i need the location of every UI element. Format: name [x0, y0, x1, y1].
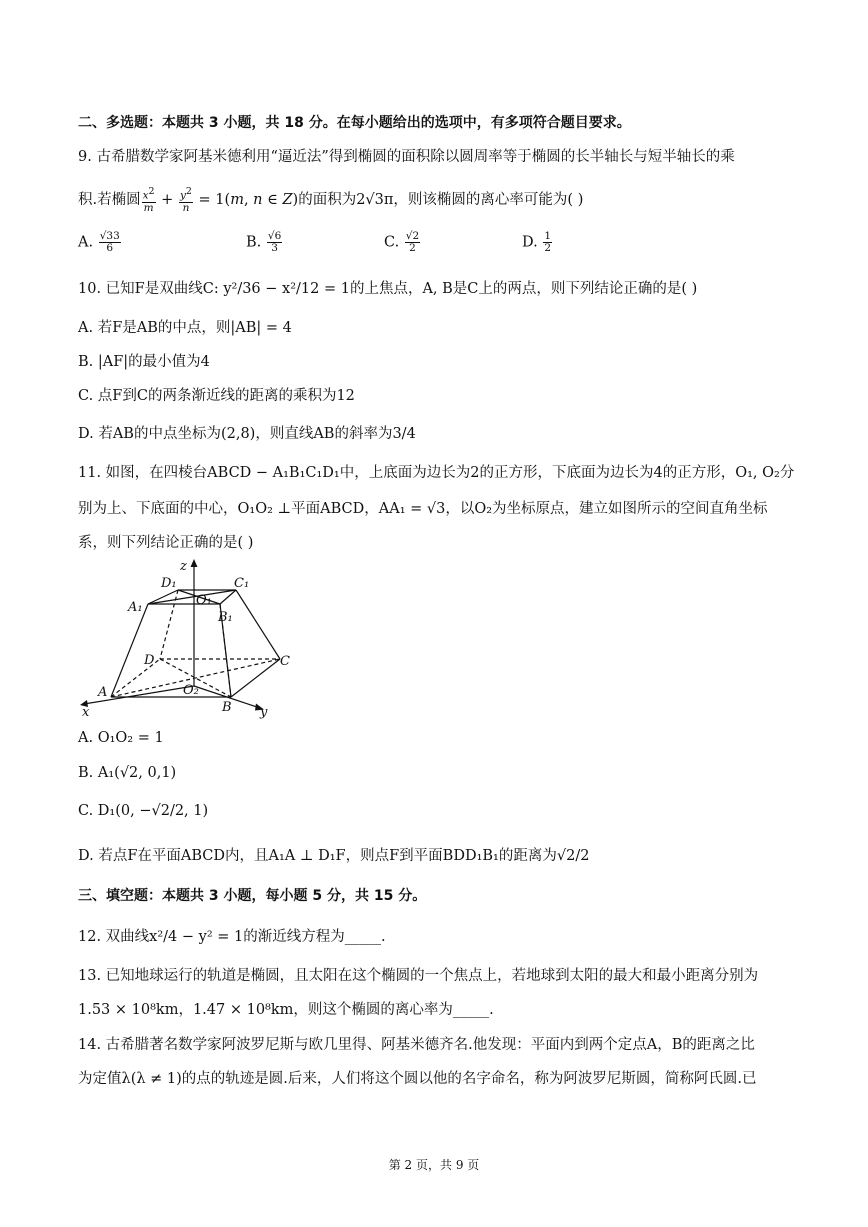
label-a: A: [98, 685, 108, 700]
q9-option-c: C. $\frac{√2}{2}$: [384, 230, 420, 254]
q9-option-b: B. $\frac{√6}{3}$: [246, 230, 282, 254]
section-heading-fill-blank: 三、填空题：本题共 3 小题，每小题 5 分，共 15 分。: [78, 888, 427, 904]
q9-stem-line1: 9. 古希腊数学家阿基米德利用“逼近法”得到椭圆的面积除以圆周率等于椭圆的长半轴长与短半轴长的乘: [78, 149, 735, 165]
label-a1: A₁: [128, 600, 143, 615]
q11-option-c: C. D₁(0, −√2/2, 1): [78, 803, 209, 819]
q12-stem: 12. 双曲线x²/4 − y² = 1的渐近线方程为_____.: [78, 929, 386, 945]
q11-stem-line1: 11. 如图，在四棱台ABCD − A₁B₁C₁D₁中，上底面为边长为2的正方形，下底面为边长为4的正方形，O₁, O₂分: [78, 465, 795, 481]
q10-option-b: B. |AF|的最小值为4: [78, 354, 210, 370]
label-c: C: [280, 654, 290, 669]
q9-stem-line2: 积.若椭圆 $\frac{x^2}{m}$ + $\frac{y^2}{n}$ = 1(m, n ∈ Z)的面积为2√3π，则该椭圆的离心率可能为( ): [78, 186, 584, 214]
q9-stem-mid: 的面积为2√3π，则该椭圆的离心率可能为( ): [298, 191, 584, 208]
q10-stem: 10. 已知F是双曲线C: y²/36 − x²/12 = 1的上焦点，A, B是C上的两点，则下列结论正确的是( ): [78, 281, 698, 297]
edge-C1C: [236, 590, 280, 659]
label-c1: C₁: [234, 576, 250, 591]
q11-stem-line3: 系，则下列结论正确的是( ): [78, 535, 254, 551]
q9-option-a: A. $\frac{√33}{6}$: [78, 230, 120, 254]
label-z: z: [180, 559, 187, 574]
q10-option-a: A. 若F是AB的中点，则|AB| = 4: [78, 320, 292, 336]
q13-stem-line2: 1.53 × 10⁸km，1.47 × 10⁸km，则这个椭圆的离心率为_____.: [78, 1002, 494, 1018]
q9-stem-pre: 积.若椭圆: [78, 191, 141, 208]
label-x: x: [82, 705, 90, 720]
q10-option-d: D. 若AB的中点坐标为(2,8)，则直线AB的斜率为3/4: [78, 426, 416, 442]
label-b1: B₁: [218, 610, 233, 625]
page-footer: 第 2 页，共 9 页: [388, 1158, 480, 1172]
label-d: D: [144, 653, 155, 668]
q14-stem-line2: 为定值λ(λ ≠ 1)的点的轨迹是圆.后来，人们将这个圆以他的名字命名，称为阿波罗尼斯圆，简称阿氏圆.已: [78, 1071, 757, 1087]
z-axis-arrow: [191, 559, 198, 567]
q13-stem-line1: 13. 已知地球运行的轨道是椭圆，且太阳在这个椭圆的一个焦点上，若地球到太阳的最大和最小距离分别为: [78, 968, 759, 984]
q11-option-d: D. 若点F在平面ABCD内，且A₁A ⊥ D₁F，则点F到平面BDD₁B₁的距离为√2/2: [78, 848, 590, 864]
q11-stem-line2: 别为上、下底面的中心，O₁O₂ ⊥平面ABCD，AA₁ = √3，以O₂为坐标原点，建立如图所示的空间直角坐标: [78, 501, 768, 517]
q11-option-b: B. A₁(√2, 0,1): [78, 765, 177, 781]
label-y: y: [260, 705, 268, 720]
label-b: B: [222, 700, 232, 715]
q11-option-a: A. O₁O₂ = 1: [78, 730, 164, 746]
frustum-figure: [76, 556, 316, 721]
q9-option-d: D. $\frac{1}{2}$: [522, 230, 552, 254]
label-o1: O₁: [196, 593, 212, 608]
q10-option-c: C. 点F到C的两条渐近线的距离的乘积为12: [78, 388, 355, 404]
label-o2: O₂: [183, 683, 199, 698]
q14-stem-line1: 14. 古希腊著名数学家阿波罗尼斯与欧几里得、阿基米德齐名.他发现：平面内到两个定点A，B的距离之比: [78, 1037, 755, 1053]
section-heading-multi-choice: 二、多选题：本题共 3 小题，共 18 分。在每小题给出的选项中，有多项符合题目要求。: [78, 115, 631, 131]
label-d1: D₁: [161, 576, 177, 591]
